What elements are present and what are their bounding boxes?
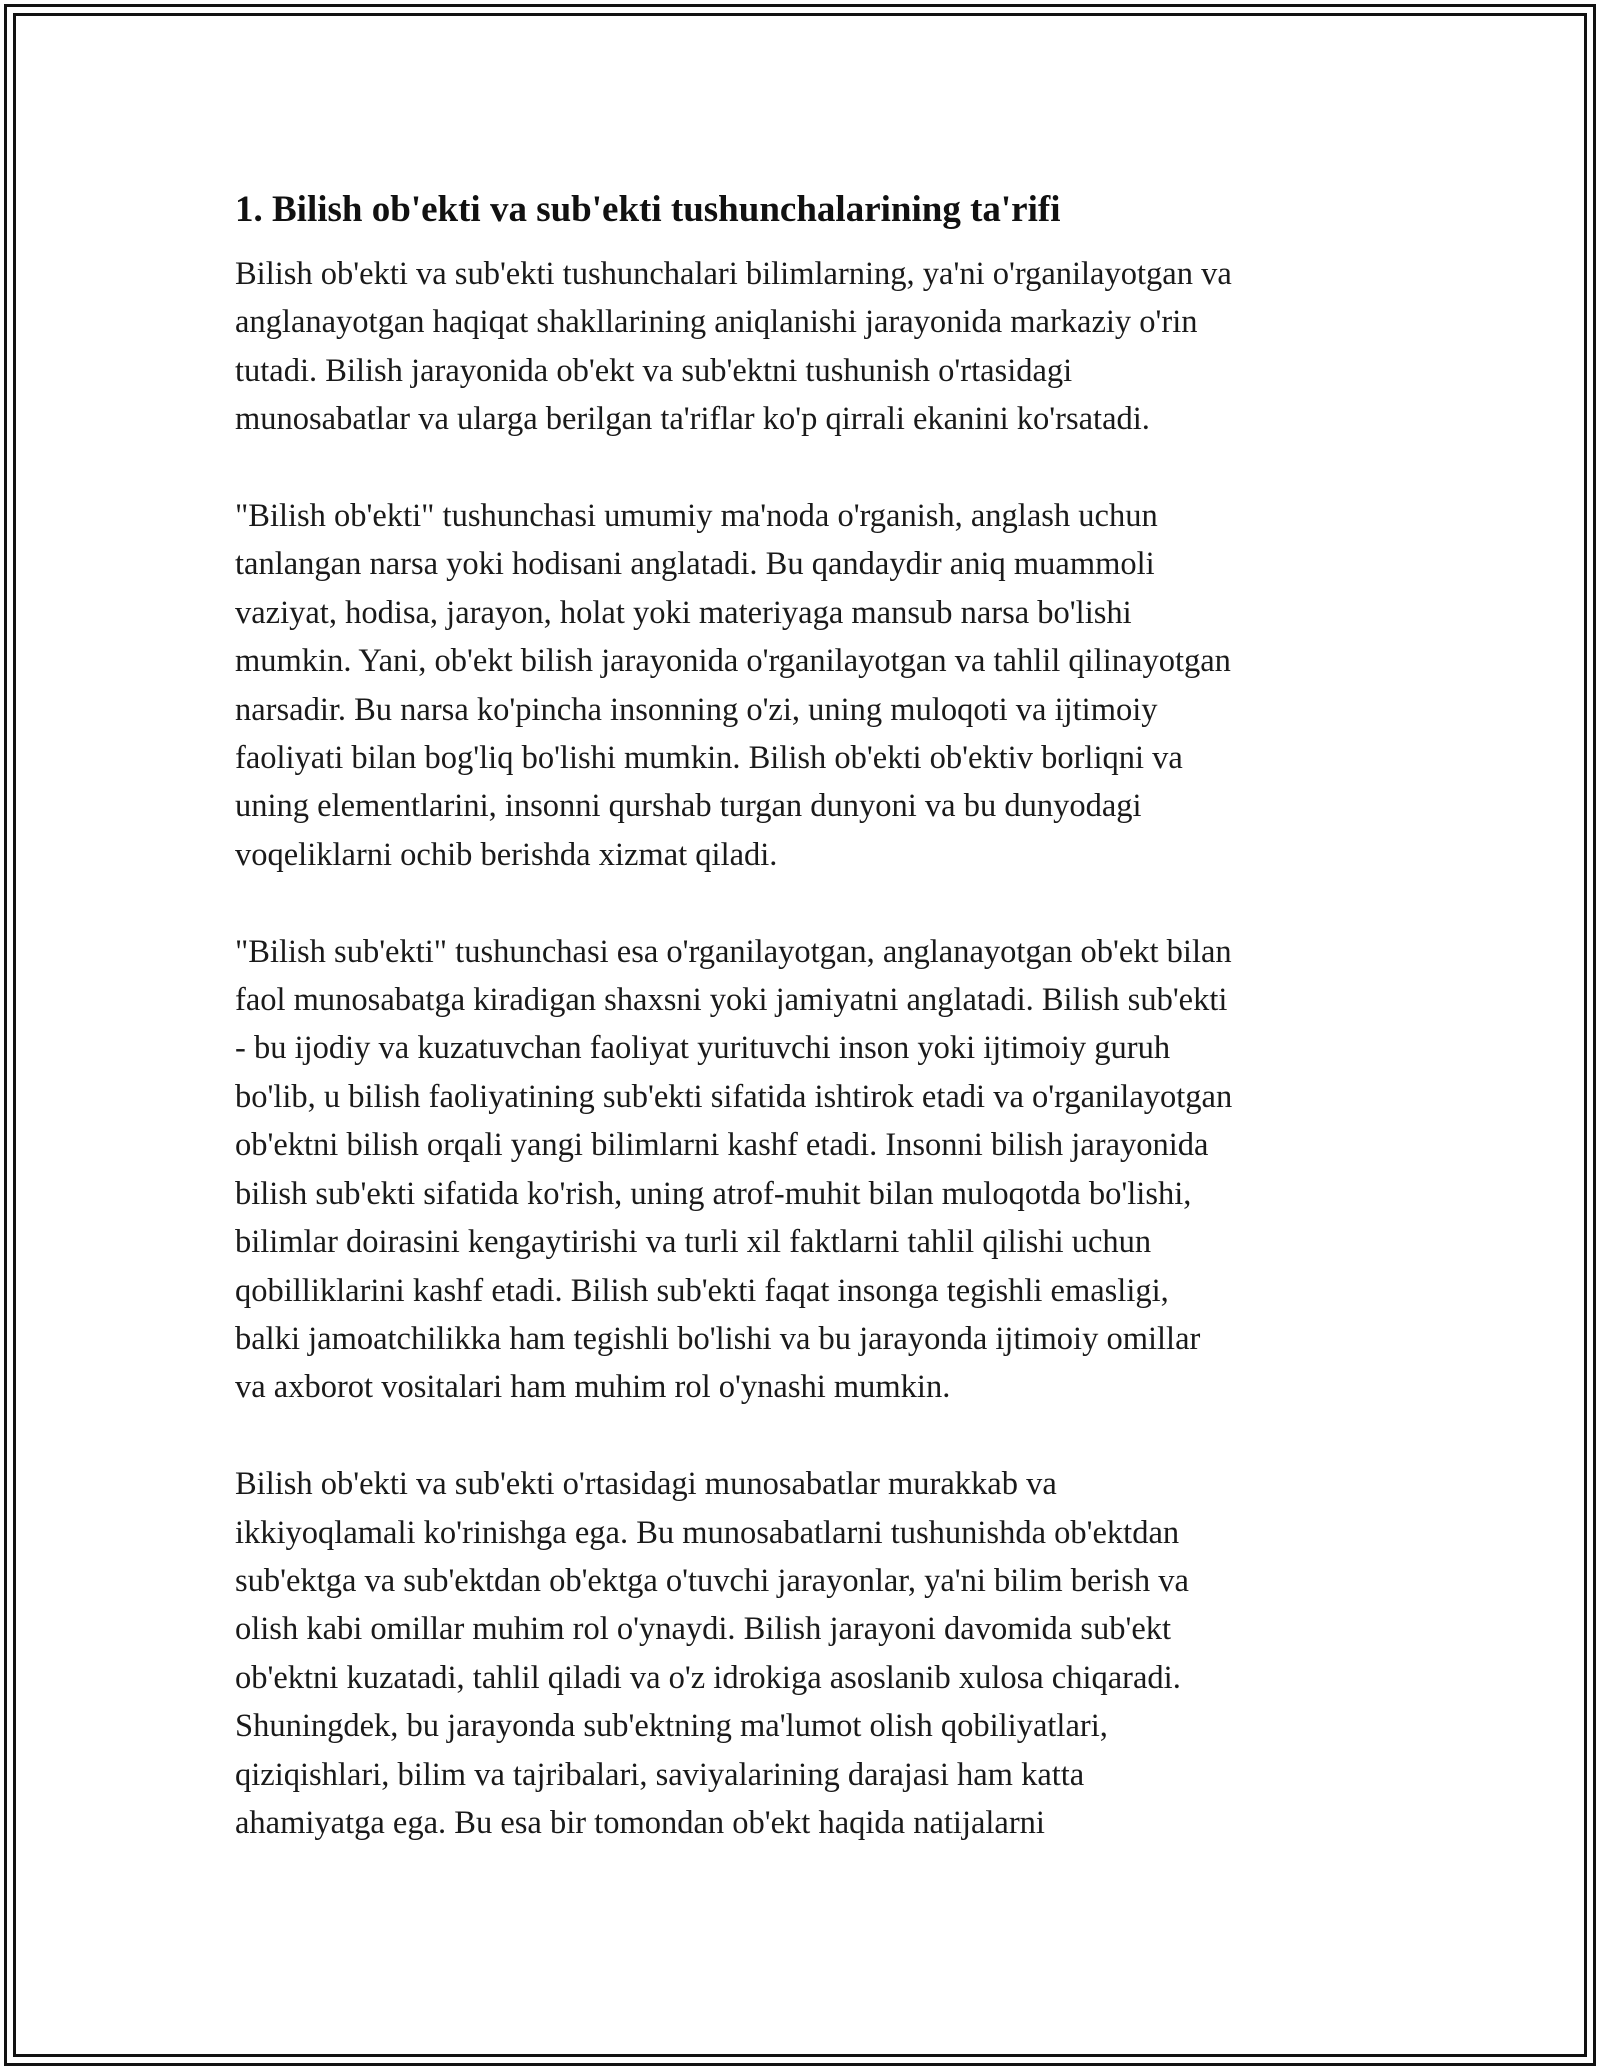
text-line: qiziqishlari, bilim va tajribalari, saviyalarining darajasi ham katta	[235, 1756, 1085, 1793]
text-line: uning elementlarini, insonni qurshab turgan dunyoni va bu dunyodagi	[235, 788, 1142, 825]
paragraph-3	[235, 928, 1370, 1412]
text-line: ob'ektni bilish orqali yangi bilimlarni kashf etadi. Insonni bilish jarayonida	[235, 1127, 1209, 1164]
text-line: anglanayotgan haqiqat shakllarining aniqlanishi jarayonida markaziy o'rin	[235, 304, 1198, 341]
text-line: va axborot vositalari ham muhim rol o'ynashi mumkin.	[235, 1369, 951, 1406]
text-line: bilish sub'ekti sifatida ko'rish, uning atrof-muhit bilan muloqotda bo'lishi,	[235, 1175, 1192, 1212]
paragraph-4	[235, 1460, 1370, 1847]
text-line: Bilish ob'ekti va sub'ekti tushunchalari bilimlarning, ya'ni o'rganilayotgan va	[235, 256, 1232, 292]
text-line: bo'lib, u bilish faoliyatining sub'ekti sifatida ishtirok etadi va o'rganilayotgan	[235, 1078, 1233, 1115]
text-line: Shuningdek, bu jarayonda sub'ektning ma'lumot olish qobiliyatlari,	[235, 1708, 1108, 1745]
text-line: bilimlar doirasini kengaytirishi va turli xil faktlarni tahlil qilishi uchun	[235, 1224, 1152, 1261]
text-line: vaziyat, hodisa, jarayon, holat yoki materiyaga mansub narsa bo'lishi	[235, 594, 1132, 631]
text-line: tanlangan narsa yoki hodisani anglatadi. Bu qandaydir aniq muammoli	[235, 546, 1155, 583]
text-line: qobilliklarini kashf etadi. Bilish sub'ekti faqat insonga tegishli emasligi,	[235, 1272, 1169, 1309]
text-line: mumkin. Yani, ob'ekt bilish jarayonida o'rganilayotgan va tahlil qilinayotgan	[235, 643, 1231, 680]
text-line: sub'ektga va sub'ektdan ob'ektga o'tuvchi jarayonlar, ya'ni bilim berish va	[235, 1562, 1189, 1599]
text-line: faol munosabatga kiradigan shaxsni yoki jamiyatni anglatadi. Bilish sub'ekti	[235, 982, 1228, 1019]
document-body	[235, 186, 1370, 1896]
paragraph-1	[235, 250, 1370, 444]
paragraph-2	[235, 492, 1370, 879]
text-line: "Bilish ob'ekti" tushunchasi umumiy ma'noda o'rganish, anglash uchun	[235, 498, 1158, 535]
text-line: ob'ektni kuzatadi, tahlil qiladi va o'z idrokiga asoslanib xulosa chiqaradi.	[235, 1659, 1181, 1696]
text-line: voqeliklarni ochib berishda xizmat qiladi.	[235, 836, 778, 873]
text-line: faoliyati bilan bog'liq bo'lishi mumkin. Bilish ob'ekti ob'ektiv borliqni va	[235, 740, 1183, 777]
text-line: balki jamoatchilikka ham tegishli bo'lishi va bu jarayonda ijtimoiy omillar	[235, 1320, 1201, 1357]
text-line: ikkiyoqlamali ko'rinishga ega. Bu munosabatlarni tushunishda ob'ektdan	[235, 1514, 1180, 1551]
text-line: narsadir. Bu narsa ko'pincha insonning o'zi, uning muloqoti va ijtimoiy	[235, 691, 1158, 728]
text-line: Bilish ob'ekti va sub'ekti o'rtasidagi munosabatlar murakkab va	[235, 1466, 1057, 1503]
text-line: tutadi. Bilish jarayonida ob'ekt va sub'ektni tushunish o'rtasidagi	[235, 352, 1073, 389]
text-line: - bu ijodiy va kuzatuvchan faoliyat yurituvchi inson yoki ijtimoiy guruh	[235, 1030, 1171, 1067]
section-heading: 1. Bilish ob'ekti va sub'ekti tushunchalarining ta'rifi	[235, 189, 1061, 230]
text-line: "Bilish sub'ekti" tushunchasi esa o'rganilayotgan, anglanayotgan ob'ekt bilan	[235, 933, 1232, 970]
text-line: ahamiyatga ega. Bu esa bir tomondan ob'ekt haqida natijalarni	[235, 1804, 1045, 1841]
text-line: munosabatlar va ularga berilgan ta'riflar ko'p qirrali ekanini ko'rsatadi.	[235, 401, 1150, 438]
text-line: olish kabi omillar muhim rol o'ynaydi. Bilish jarayoni davomida sub'ekt	[235, 1611, 1172, 1648]
